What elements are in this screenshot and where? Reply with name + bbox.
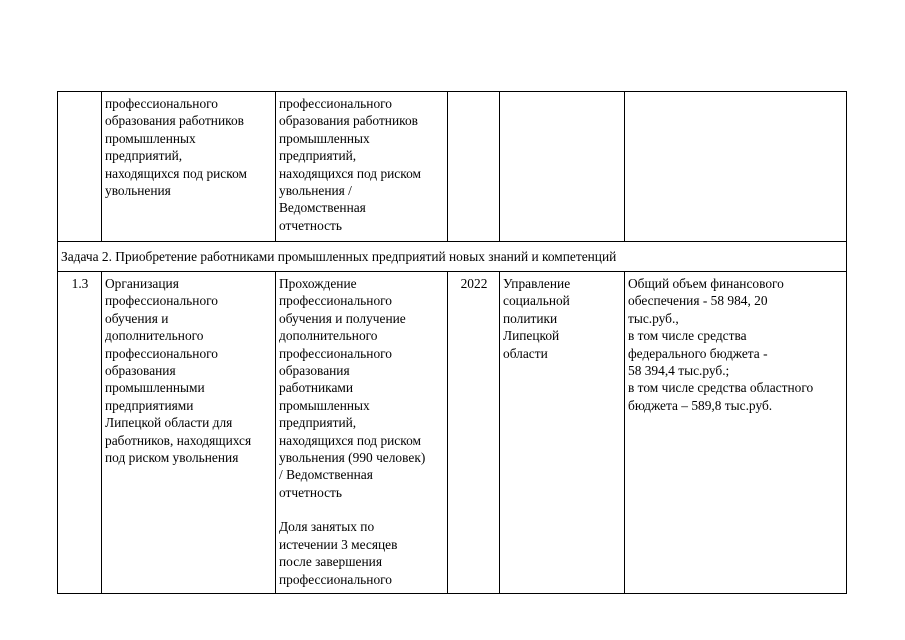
executor-cell: Управление социальной политики Липецкой области: [500, 272, 625, 594]
executor-cell: [500, 92, 625, 242]
row-number-cell: [58, 92, 102, 242]
indicator-text-primary: Прохождение профессионального обучения и получение дополнительного профессионального образования работниками промышленных предприятий, находящихся под риском увольнения (990 человек) / Ведомственная отчетность: [279, 276, 426, 500]
task-heading: Задача 2. Приобретение работниками промышленных предприятий новых знаний и компетенций: [58, 242, 847, 272]
task-row: [58, 242, 847, 272]
event-cell: профессионального образования работников промышленных предприятий, находящихся под риском увольнения: [102, 92, 276, 242]
year-cell: [448, 92, 500, 242]
finance-cell: [625, 92, 847, 242]
paragraph-gap: [279, 501, 445, 518]
indicator-text-secondary: Доля занятых по истечении 3 месяцев после завершения профессионального: [279, 519, 398, 587]
event-cell: Организация профессионального обучения и дополнительного профессионального образования промышленными предприятиями Липецкой области для работников, находящихся под риском увольнения: [102, 272, 276, 594]
indicator-cell: профессионального образования работников промышленных предприятий, находящихся под риском увольнения / Ведомственная отчетность: [276, 92, 448, 242]
row-number-cell: 1.3: [58, 272, 102, 594]
table-row: [58, 272, 847, 594]
table-row: [58, 92, 847, 242]
year-cell: 2022: [448, 272, 500, 594]
program-table: [57, 91, 847, 594]
indicator-cell: [276, 272, 448, 594]
finance-cell: Общий объем финансового обеспечения - 58 984, 20 тыс.руб., в том числе средства федерального бюджета - 58 394,4 тыс.руб.; в том числе средства областного бюджета – 589,8 тыс.руб.: [625, 272, 847, 594]
